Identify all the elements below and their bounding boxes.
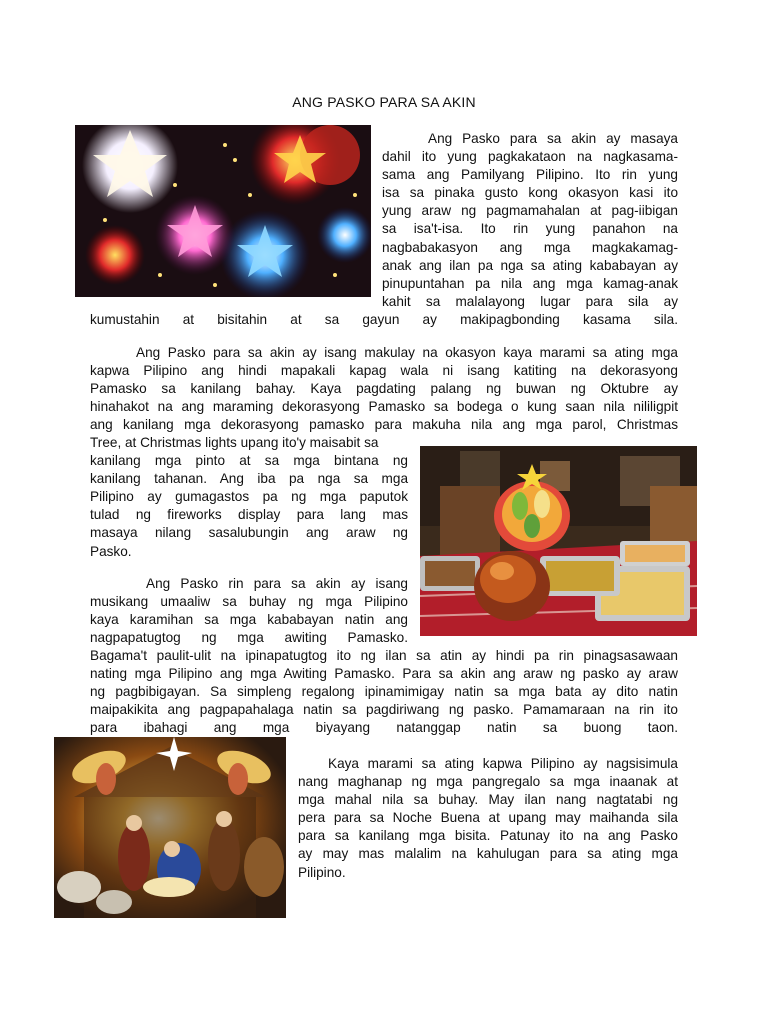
paragraph-3 xyxy=(90,575,408,647)
text-line: Pamasko sa kanilang bahay. Kaya pagdating palang ng buwan ng Oktubre ay xyxy=(90,381,678,397)
text-line: sa isa't-isa. Ito rin yung panahon na xyxy=(382,221,678,237)
text-line: Ang Pasko para sa akin ay masaya xyxy=(428,131,678,146)
paragraph-1-last-line xyxy=(90,311,678,329)
text-line: isa sa pinaka gusto kong okasyon kasi ito xyxy=(382,185,678,201)
text-line: nang maghanap ng mga pangregalo sa mga inaanak at xyxy=(298,774,678,790)
text-line: hinahakot na ang maraming dekorasyong Pamasko sa bodega o kung saan nila nililigpit xyxy=(90,399,678,415)
noche-buena-food-image xyxy=(420,446,697,636)
paragraph-3-full xyxy=(90,647,678,737)
text-line: tulad ng fireworks display para lang mas xyxy=(90,507,408,523)
parol-lanterns-image xyxy=(75,125,371,297)
text-line: kanilang tahanan. Ang iba pa nga sa mga xyxy=(90,471,408,487)
text-line: pinupuntahan pa nila ang mga kamag-anak xyxy=(382,275,678,291)
text-line: kumustahin at bisitahin at sa gayun ay makipagbonding kasama sila. xyxy=(90,312,678,327)
text-line: para ibahagi ang mga biyayang natanggap natin sa buong taon. xyxy=(90,720,678,736)
text-line: nagpapatugtog ng mga awiting Pamasko. xyxy=(90,630,408,646)
text-line: kapwa Pilipino ang hindi mapakali kapag wala ni isang katiting na dekorasyong xyxy=(90,363,678,379)
text-line: Bagama't paulit-ulit na ipinapatugtog ito ng ilan sa atin ay hindi pa rin pinagsasawaan xyxy=(90,648,678,663)
text-line: mga mahal nila sa buhay. May ilan nang nagtatabi ng xyxy=(298,792,678,808)
paragraph-2-wrap xyxy=(90,434,408,561)
text-line: Tree, at Christmas lights upang ito'y maisabit sa xyxy=(90,435,379,450)
text-line: pera para sa Noche Buena at upang may maihanda sila xyxy=(298,810,678,826)
text-line: masaya nilang sasalubungin ang araw ng xyxy=(90,525,408,541)
text-line: para sa kanilang mga bisita. Patunay ito na ang Pasko xyxy=(298,828,678,844)
text-line: Pasko. xyxy=(90,543,132,559)
text-line: musikang umaaliw sa buhay ng mga Pilipino xyxy=(90,594,408,610)
text-line: kahit sa malalayong lugar para sila ay xyxy=(382,293,678,309)
text-line: Ang Pasko para sa akin ay isang makulay na okasyon kaya marami sa ating mga xyxy=(136,345,678,360)
text-line: Pilipino. xyxy=(298,864,346,880)
text-line: sama ang Pamilyang Pilipino. Ito rin yung xyxy=(382,167,678,183)
text-line: Kaya marami sa ating kapwa Pilipino ay nagsisimula xyxy=(328,756,678,771)
text-line: yung araw ng pagmamahalan at pag-iibigan xyxy=(382,203,678,219)
paragraph-1 xyxy=(382,130,678,311)
text-line: dahil ito yung pagkakataon na nagkasama- xyxy=(382,149,678,165)
text-line: Ang Pasko rin para sa akin ay isang xyxy=(146,576,408,591)
text-line: ang kanilang mga dekorasyong pamasko para makuha nila ang mga parol, Christmas xyxy=(90,417,678,433)
text-line: kaya karamihan sa mga kababayan natin ang xyxy=(90,612,408,628)
text-line: anak ang ilan pa nga sa ating kababayan ay xyxy=(382,257,678,273)
text-line: Pilipino ay gumagastos pa ng mga paputok xyxy=(90,489,408,505)
document-title: ANG PASKO PARA SA AKIN xyxy=(292,94,476,110)
paragraph-4 xyxy=(298,755,678,882)
text-line: ng pagbibigayan. Sa simpleng regalong ipinamimigay natin sa mga bata ay dito natin xyxy=(90,684,678,700)
paragraph-2 xyxy=(90,344,678,434)
text-line: nating mga Pilipino ang mga Awiting Pamasko. Para sa akin ang araw ng pasko ay araw xyxy=(90,666,678,682)
text-line: maipakikita ang pagpapahalaga natin sa pagdiriwang ng pasko. Pamamaraan na rin ito xyxy=(90,702,678,718)
text-line: ay may mas malalim na kahulugan para sa ating mga xyxy=(298,846,678,862)
nativity-scene-image xyxy=(54,737,286,918)
text-line: kanilang mga pinto at sa mga bintana ng xyxy=(90,453,408,469)
text-line: nagbabakasyon ang mga magkakamag- xyxy=(382,239,678,255)
